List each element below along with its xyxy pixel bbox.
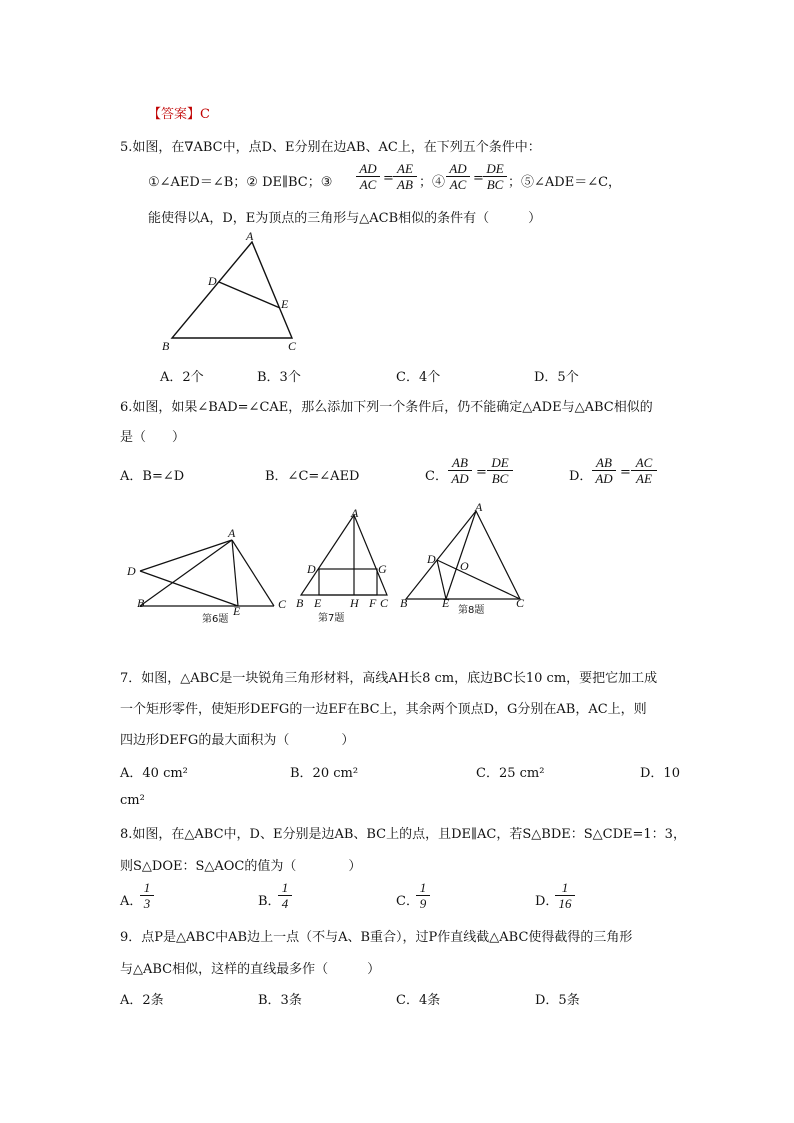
q8-option-d-frac: $\frac{1}{16}$ <box>555 880 575 911</box>
q8-stem-2: 则S△DOE：S△AOC的值为（ ） <box>120 859 362 874</box>
q7-option-b: B．20 cm² <box>290 766 359 781</box>
fig6-label-e: E <box>233 604 241 618</box>
q9-option-c: C．4条 <box>396 993 441 1008</box>
q8-stem: 8.如图，在△ABC中，D、E分别是边AB、BC上的点，且DE∥AC，若S△BDE：S△CDE=1：3， <box>120 827 686 842</box>
q5-equals-1: = <box>383 171 394 186</box>
q6-option-b: B．∠C=∠AED <box>265 469 360 484</box>
q5-fig-label-c: C <box>288 339 297 353</box>
fig6-label-d: D <box>127 564 136 578</box>
q6-optd-frac-ab-ad: $\frac{AB}{AD}$ <box>592 455 616 486</box>
fig8-label-e: E <box>442 596 450 610</box>
fig7-label-b: B <box>296 596 304 610</box>
fig8 <box>398 500 528 623</box>
q7-stem-3: 四边形DEFG的最大面积为（ ） <box>120 733 355 748</box>
q6-optc-frac-de-bc: $\frac{DE}{BC}$ <box>487 455 513 486</box>
fig6-label-b: B <box>137 596 145 610</box>
q5-option-d: D．5个 <box>534 370 579 385</box>
q6-option-c-label: C． <box>425 469 448 484</box>
q8-option-c-label: C． <box>396 894 419 909</box>
q8-option-c-frac: $\frac{1}{9}$ <box>416 880 430 911</box>
q6-option-d-label: D． <box>569 469 593 484</box>
fig8-label-b: B <box>400 596 408 610</box>
q8-option-b-label: B． <box>258 894 281 909</box>
previous-answer: 【答案】C <box>148 107 210 122</box>
q5-condition-4: ；④ <box>419 175 446 190</box>
q9-stem: 9．点P是△ABC中AB边上一点（不与A、B重合），过P作直线截△ABC使得截得的三角形 <box>120 930 633 945</box>
q5-question: 能使得以A，D，E为顶点的三角形与△ACB相似的条件有（ ） <box>148 211 542 226</box>
q5-frac-ad-ac-2: $\frac{AD}{AC}$ <box>446 161 470 192</box>
fig6 <box>122 522 292 632</box>
fig6-label-c: C <box>278 597 287 611</box>
q5-frac-ae-ab: $\frac{AE}{AB}$ <box>393 161 417 192</box>
fig7-label-a: A <box>351 506 359 520</box>
q6-stem-cont: 是（ ） <box>120 430 186 445</box>
q7-option-a: A．40 cm² <box>120 766 188 781</box>
q5-option-b: B．3个 <box>257 370 301 385</box>
fig8-label-a: A <box>475 500 483 514</box>
q9-option-a: A．2条 <box>120 993 164 1008</box>
q6-optc-equals: = <box>476 465 487 480</box>
fig7-label-e: E <box>314 596 322 610</box>
q5-fig-label-b: B <box>162 339 170 353</box>
q8-option-a-frac: $\frac{1}{3}$ <box>140 880 154 911</box>
q5-equals-2: = <box>473 171 484 186</box>
fig7-label-c: C <box>380 596 389 610</box>
q9-stem-2: 与△ABC相似，这样的直线最多作（ ） <box>120 962 381 977</box>
q7-stem-2: 一个矩形零件，使矩形DEFG的一边EF在BC上，其余两个顶点D，G分别在AB，AC上，则 <box>120 702 647 717</box>
q8-option-d-label: D． <box>535 894 559 909</box>
q7-stem: 7．如图，△ABC是一块锐角三角形材料，高线AH长8 cm，底边BC长10 cm，要把它加工成 <box>120 671 658 686</box>
q7-option-d-unit: cm² <box>120 793 145 808</box>
fig8-label-o: O <box>460 559 469 573</box>
q5-option-a: A．2个 <box>160 370 204 385</box>
q6-stem: 6.如图，如果∠BAD=∠CAE，那么添加下列一个条件后，仍不能确定△ADE与△ABC相似的 <box>120 400 653 415</box>
q6-option-a: A．B=∠D <box>120 469 185 484</box>
q8-option-b-frac: $\frac{1}{4}$ <box>278 880 292 911</box>
fig7-label-h: H <box>350 596 359 610</box>
q5-fig-label-d: D <box>208 274 217 288</box>
q5-option-c: C．4个 <box>396 370 441 385</box>
q6-optd-frac-ac-ae: $\frac{AC}{AE}$ <box>631 455 657 486</box>
fig7-label-d: D <box>307 562 316 576</box>
fig8-label-c: C <box>516 596 525 610</box>
q5-frac-ad-ac: $\frac{AD}{AC}$ <box>356 161 380 192</box>
q7-option-d: D．10 <box>640 766 680 781</box>
fig8-caption: 第8题 <box>458 605 485 616</box>
q5-stem: 5.如图，在∇ABC中，点D、E分别在边AB、AC上，在下列五个条件中： <box>120 140 541 155</box>
q6-optd-equals: = <box>620 465 631 480</box>
q5-fig-label-a: A <box>246 229 254 243</box>
q8-option-a-label: A． <box>120 894 143 909</box>
fig6-label-a: A <box>228 526 236 540</box>
q9-option-d: D．5条 <box>535 993 580 1008</box>
q5-figure <box>160 229 310 354</box>
q5-fig-label-e: E <box>281 297 289 311</box>
q9-option-b: B．3条 <box>258 993 302 1008</box>
fig7-caption: 第7题 <box>318 613 345 624</box>
q5-conditions-1-3: ①∠AED＝∠B；② DE∥BC；③ <box>148 175 333 190</box>
q6-optc-frac-ab-ad: $\frac{AB}{AD}$ <box>448 455 472 486</box>
fig7-label-g: G <box>378 562 387 576</box>
q7-option-c: C．25 cm² <box>476 766 545 781</box>
q5-condition-5: ；⑤∠ADE＝∠C， <box>508 175 622 190</box>
q5-frac-de-bc: $\frac{DE}{BC}$ <box>483 161 507 192</box>
fig7-label-f: F <box>369 596 377 610</box>
fig6-caption: 第6题 <box>202 614 229 625</box>
fig8-label-d: D <box>427 552 436 566</box>
fig7 <box>292 505 397 627</box>
